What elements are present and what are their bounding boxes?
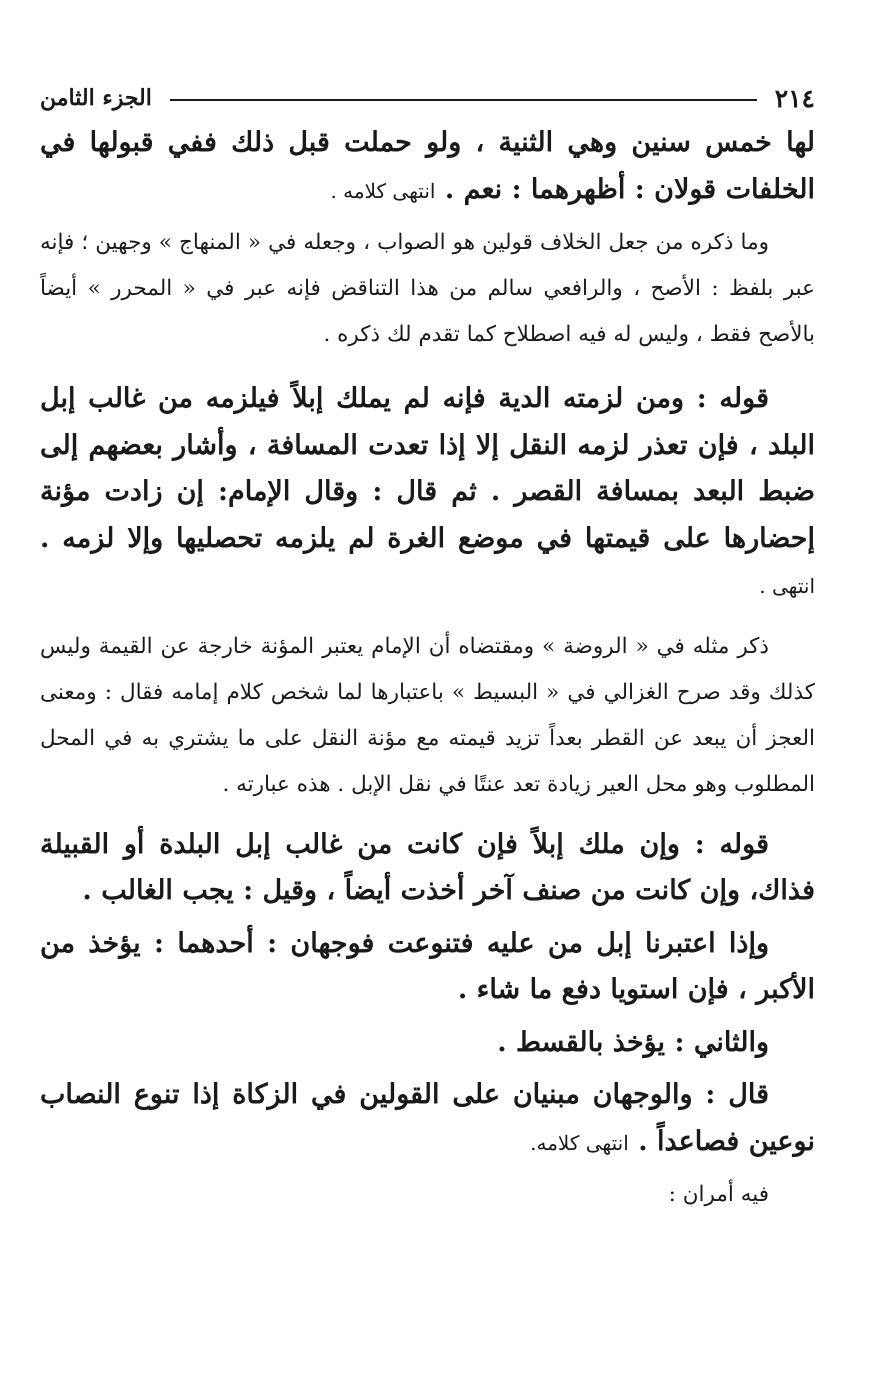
paragraph-3 xyxy=(40,376,815,610)
paragraph-8-text: قال : والوجهان مبنيان على القولين في الزكاة إذا تنوع النصاب نوعين فصاعداً . xyxy=(40,1079,815,1157)
paragraph-8-tail: انتهى كلامه. xyxy=(530,1130,629,1155)
paragraph-1-tail: انتهى كلامه . xyxy=(330,178,436,203)
page-number: ٢١٤ xyxy=(774,83,815,113)
paragraph-4: ذكر مثله في « الروضة » ومقتضاه أن الإمام يعتبر المؤنة خارجة عن القيمة وليس كذلك وقد صرح الغزالي في « البسيط » باعتبارها لما شخص كلام إمامه فقال : ومعنى العجز أن يبعد عن القطر بعداً تزيد قيمته مع مؤنة النقل على ما يشتري به في المحل المطلوب وهو محل العير زيادة تعد عنتًا في نقل الإبل . هذه عبارته . xyxy=(40,633,815,797)
paragraph-8 xyxy=(40,1072,815,1166)
paragraph-1-text: لها خمس سنين وهي الثنية ، ولو حملت قبل ذلك ففي قبولها في الخلفات قولان : أظهرهما : نعم . xyxy=(40,127,815,205)
paragraph-1 xyxy=(40,120,815,214)
running-header xyxy=(40,78,815,118)
paragraph-7: والثاني : يؤخذ بالقسط . xyxy=(497,1026,769,1058)
paragraph-2: وما ذكره من جعل الخلاف قولين هو الصواب ، وجعله في « المنهاج » وجهين ؛ فإنه عبر بلفظ : الأصح ، والرافعي سالم من هذا التناقض فإنه عبر في « المحرر » أيضاً بالأصح فقط ، وليس له فيه اصطلاح كما تقدم لك ذكره . xyxy=(40,230,815,347)
paragraph-3-tail: انتهى . xyxy=(759,574,815,598)
paragraph-9: فيه أمران : xyxy=(668,1182,769,1207)
book-page xyxy=(40,78,815,1218)
header-rule xyxy=(170,99,757,101)
paragraph-6: وإذا اعتبرنا إبل من عليه فتنوعت فوجهان : أحدهما : يؤخذ من الأكبر ، فإن استويا دفع ما شاء . xyxy=(40,927,815,1005)
paragraph-5: قوله : وإن ملك إبلاً فإن كانت من غالب إبل البلدة أو القبيلة فذاك، وإن كانت من صنف آخر أخذت أيضاً ، وقيل : يجب الغالب . xyxy=(40,828,815,906)
paragraph-3-text: قوله : ومن لزمته الدية فإنه لم يملك إبلاً فيلزمه من غالب إبل البلد ، فإن تعذر لزمه النقل إلا إذا تعدت المسافة ، وأشار بعضهم إلى ضبط البعد بمسافة القصر . ثم قال : وقال الإمام: إن زادت مؤنة إحضارها على قيمتها في موضع الغرة لم يلزمه تحصليها وإلا لزمه . xyxy=(40,383,815,554)
part-title: الجزء الثامن xyxy=(40,85,152,111)
